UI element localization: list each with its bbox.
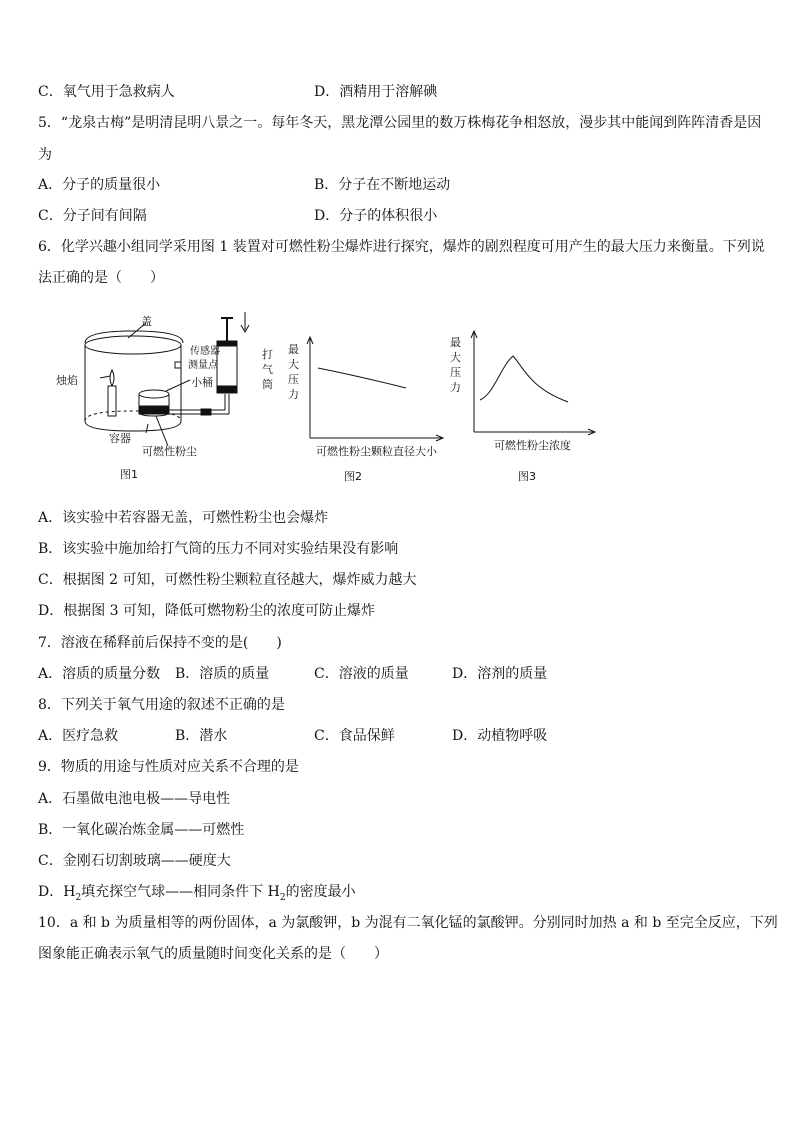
q6-figure-svg (38, 306, 758, 496)
fig2-caption: 图2 (344, 470, 362, 483)
fig2-ylabel-4: 力 (288, 388, 299, 401)
fig3-ylabel-1: 最 (450, 336, 461, 349)
q7-stem: 7．溶液在稀释前后保持不变的是( ) (38, 635, 282, 651)
q6-option-d: D．根据图 3 可知，降低可燃物粉尘的浓度可防止爆炸 (38, 603, 376, 619)
fig1-pump-label-1: 打 (262, 348, 273, 361)
q6-option-c: C．根据图 2 可知，可燃性粉尘颗粒直径越大，爆炸威力越大 (38, 572, 417, 588)
q9-option-a: A．石墨做电池电极——导电性 (38, 791, 231, 807)
q10-stem-line2: 图象能正确表示氧气的质量随时间变化关系的是（ ） (38, 946, 388, 962)
fig2-curve (318, 368, 406, 388)
q9-option-d-part2: 填充探空气球——相同条件下 H (81, 884, 280, 900)
q10-stem-line1: 10．a 和 b 为质量相等的两份固体，a 为氯酸钾，b 为混有二氧化锰的氯酸钾。分别同时加热 a 和 b 至完全反应，下列 (38, 915, 778, 931)
q7-option-c: C．溶液的质量 (314, 666, 409, 682)
q5-option-d: D．分子的体积很小 (314, 208, 438, 224)
q5-stem-line1: 5．“龙泉古梅”是明清昆明八景之一。每年冬天，黑龙潭公园里的数万株梅花争相怒放，漫步其中能闻到阵阵清香是因 (38, 115, 762, 131)
fig3-ylabel-2: 大 (450, 351, 461, 364)
q5-stem-line2: 为 (38, 147, 52, 163)
q8-option-a: A．医疗急救 (38, 728, 119, 744)
fig1-container-label: 容器 (109, 432, 131, 445)
fig3-curve (480, 356, 568, 402)
q9-option-d (38, 882, 356, 902)
fig1-lid-label: 盖 (141, 315, 152, 328)
fig1-caption: 图1 (120, 468, 138, 481)
q5-option-b: B．分子在不断地运动 (314, 177, 451, 193)
fig2-xlabel: 可燃性粉尘颗粒直径大小 (316, 445, 437, 458)
q8-option-b: B．潜水 (175, 728, 228, 744)
container-lid-ellipse (85, 336, 181, 354)
q7-option-b: B．溶质的质量 (175, 666, 270, 682)
pump-icon (217, 341, 237, 393)
q8-stem: 8．下列关于氧气用途的叙述不正确的是 (38, 697, 285, 713)
fig1-sensor-label: 传感器 (190, 346, 220, 357)
fig2-axes (307, 337, 443, 441)
q6-stem-line2: 法正确的是（ ） (38, 270, 164, 286)
fig3-ylabel-3: 压 (450, 366, 461, 379)
bucket-top (139, 390, 169, 398)
fig2-ylabel-2: 大 (288, 358, 299, 371)
dust-icon (139, 406, 169, 414)
q9-stem: 9．物质的用途与性质对应关系不合理的是 (38, 759, 299, 775)
fig1-measure-label: 测量点 (188, 360, 218, 371)
container-bottom-front (85, 421, 181, 431)
fig2-ylabel-3: 压 (288, 373, 299, 386)
fig3-axes (471, 331, 595, 435)
q4-option-c: C．氧气用于急救病人 (38, 84, 175, 100)
fig3-caption: 图3 (518, 470, 536, 483)
h2-subscript: 2 (75, 892, 82, 903)
q6-stem-line1: 6．化学兴趣小组同学采用图 1 装置对可燃性粉尘爆炸进行探究，爆炸的剧烈程度可用产生的最大压力来衡量。下列说 (38, 239, 765, 255)
fig1-dust-label: 可燃性粉尘 (142, 445, 197, 458)
q7-option-d: D．溶剂的质量 (452, 666, 548, 682)
fig2-ylabel-1: 最 (288, 343, 299, 356)
sensor-icon (175, 362, 181, 368)
fig1-pump-label-2: 气 (262, 363, 273, 376)
q9-option-d-part1: D．H (38, 884, 76, 900)
q9-option-b: B．一氧化碳冶炼金属——可燃性 (38, 822, 245, 838)
q8-option-c: C．食品保鲜 (314, 728, 395, 744)
q5-option-c: C．分子间有间隔 (38, 208, 147, 224)
fig1-flame-label: 烛焰 (56, 374, 78, 387)
q8-option-d: D．动植物呼吸 (452, 728, 548, 744)
q9-option-c: C．金刚石切割玻璃——硬度大 (38, 853, 231, 869)
q6-option-a: A．该实验中若容器无盖，可燃性粉尘也会爆炸 (38, 510, 329, 526)
fig3-xlabel: 可燃性粉尘浓度 (494, 439, 571, 452)
flame-icon (110, 370, 114, 386)
fig1-bucket-label: 小桶 (191, 376, 213, 389)
fig3-ylabel-4: 力 (450, 381, 461, 394)
q6-option-b: B．该实验中施加给打气筒的压力不同对实验结果没有影响 (38, 541, 399, 557)
q9-option-d-part3: 的密度最小 (285, 884, 356, 900)
q6-figure (38, 306, 758, 496)
q4-option-d: D．酒精用于溶解碘 (314, 84, 438, 100)
q5-option-a: A．分子的质量很小 (38, 177, 161, 193)
q7-option-a: A．溶质的质量分数 (38, 666, 161, 682)
fig1-apparatus (85, 312, 249, 446)
h2-subscript: 2 (279, 892, 286, 903)
fig1-pump-label-3: 筒 (262, 378, 273, 391)
